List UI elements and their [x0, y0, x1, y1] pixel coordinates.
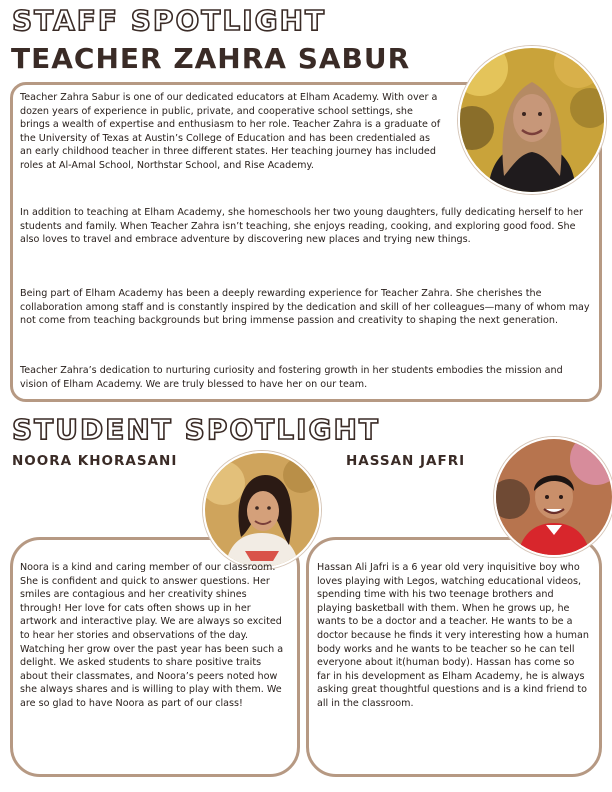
- staff-section-title: STAFF SPOTLIGHT: [12, 4, 327, 37]
- staff-name-title: TEACHER ZAHRA SABUR: [11, 42, 411, 75]
- staff-paragraph-1: Teacher Zahra Sabur is one of our dedicated educators at Elham Academy. With over a dozen years of experience in public, private, and cooperative school settings, she brings a wealth of expertise and enthusiasm to her role. Teacher Zahra is a graduate of the University of Texas at Austin’s College of Education and has been credentialed as an early childhood teacher in three different states. Her teaching journey has included roles at Al-Amal School, Northstar School, and Rise Academy.: [20, 92, 441, 172]
- staff-paragraph-4: Teacher Zahra’s dedication to nurturing curiosity and fostering growth in her students embodies the mission and vision of Elham Academy. We are truly blessed to have her on our team.: [20, 365, 563, 390]
- staff-paragraph-3: Being part of Elham Academy has been a deeply rewarding experience for Teacher Zahra. She cherishes the collaboration among staff and is constantly inspired by the dedication and skill of her colleagues—many of whom may not come from teaching backgrounds but bring immense passion and creativity to shaping the next generation.: [20, 288, 590, 327]
- student-2-photo: [494, 437, 612, 557]
- teacher-photo: [458, 46, 606, 194]
- student-2-name: HASSAN JAFRI: [346, 453, 466, 469]
- student-1-photo: [203, 451, 321, 569]
- student-section-title: STUDENT SPOTLIGHT: [12, 413, 381, 446]
- staff-paragraph-2: In addition to teaching at Elham Academy, she homeschools her two young daughters, fully dedicating herself to her students and family. When Teacher Zahra isn’t teaching, she enjoys reading, cooking, and exploring good food. She also loves to travel and embrace adventure by discovering new places and trying new things.: [20, 207, 583, 246]
- student-1-name: NOORA KHORASANI: [12, 453, 178, 469]
- student-1-text: Noora is a kind and caring member of our classroom. She is confident and quick to answer questions. Her smiles are contagious and her creativity shines through! Her love for cats often shows up in her artwork and interactive play. We are always so excited to hear her stories and observations of the day. Watching her grow over the past year has been such a delight. We asked students to share positive traits about their classmates, and Noora’s peers noted how she always shares and is willing to play with them. We are so glad to have Noora as part of our class!: [20, 562, 284, 710]
- student-2-text: Hassan Ali Jafri is a 6 year old very inquisitive boy who loves playing with Legos, watching educational videos, spending time with his two teenage brothers and playing basketball with them. When he grows up, he wants to be a doctor and a teacher. He wants to be a doctor because he finds it very interesting how a human body works and he wants to be teacher so he can tell everyone about it(human body). Hassan has come so far in his development as Elham Academy, he is always asking great thoughtful questions and is a kind friend to all in the classroom.: [317, 562, 589, 710]
